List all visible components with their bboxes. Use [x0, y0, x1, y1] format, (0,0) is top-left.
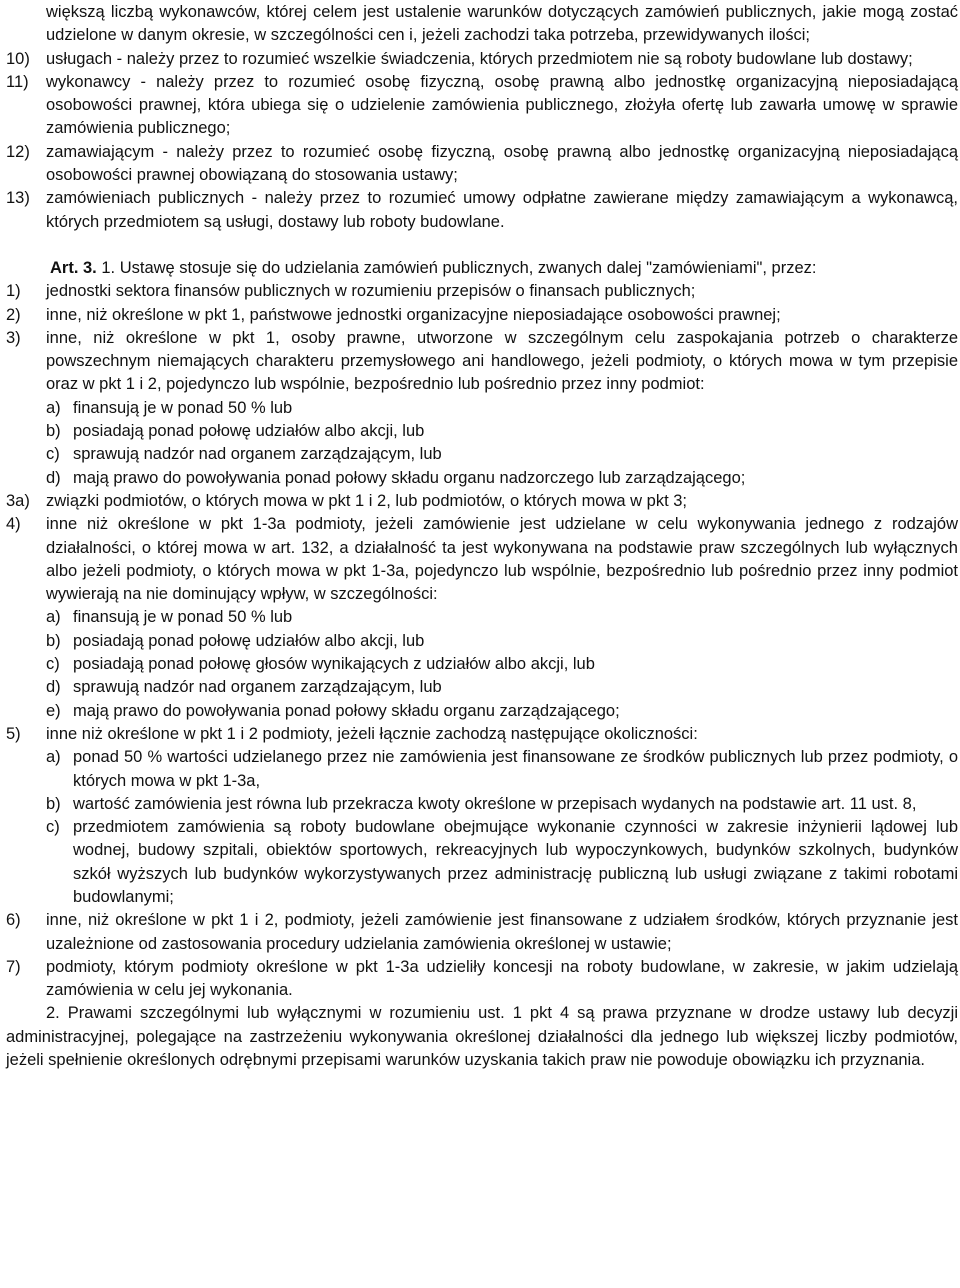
item-number: 4)	[6, 515, 21, 534]
sub-text: mają prawo do powoływania ponad połowy składu organu zarządzającego;	[73, 701, 620, 720]
art3-item-7	[6, 956, 958, 1003]
sub-letter: c)	[46, 445, 60, 464]
def-number: 13)	[6, 189, 30, 208]
sub-text: wartość zamówienia jest równa lub przekracza kwoty określone w przepisach wydanych na podstawie art. 11 ust. 8,	[73, 794, 917, 813]
def-text: zamawiającym - należy przez to rozumieć osobę fizyczną, osobę prawną albo jednostkę organizacyjną nieposiadającą osobowości prawnej obowiązaną do stosowania ustawy;	[46, 142, 958, 185]
art3-item-2	[6, 304, 958, 327]
def-number: 11)	[6, 72, 29, 91]
item-text: podmioty, którym podmioty określone w pkt 1-3a udzieliły koncesji na roboty budowlane, w zakresie, w jakim udzielają zamówienia w celu jej wykonania.	[46, 957, 958, 1000]
art3-item-3a	[6, 490, 958, 513]
item-text: związki podmiotów, o których mowa w pkt 1 i 2, lub podmiotów, o których mowa w pkt 3;	[46, 491, 688, 510]
item-text: inne, niż określone w pkt 1, państwowe jednostki organizacyjne nieposiadające osobowości prawnej;	[46, 305, 781, 324]
sub-text: finansują je w ponad 50 % lub	[73, 608, 293, 627]
def-text: wykonawcy - należy przez to rozumieć osobę fizyczną, osobę prawną albo jednostkę organizacyjną nieposiadającą osobowości prawnej, która ubiega się o udzielenie zamówienia publicznego, złożyła ofertę lub zawarła umowę w sprawie zamówienia publicznego;	[46, 72, 958, 138]
def-text: usługach - należy przez to rozumieć wszelkie świadczenia, których przedmiotem nie są roboty budowlane lub dostawy;	[46, 49, 913, 68]
art3-item-3	[6, 327, 958, 397]
art3-item-5	[6, 723, 958, 746]
art3-item-3-sub-c	[6, 443, 958, 466]
art3-item-4-sub-e	[6, 700, 958, 723]
item-text: jednostki sektora finansów publicznych w rozumieniu przepisów o finansach publicznych;	[46, 282, 696, 301]
art3-item-4-sub-a	[6, 606, 958, 629]
item-text: inne niż określone w pkt 1-3a podmioty, jeżeli zamówienie jest udzielane w celu wykonywania jednego z rodzajów działalności, o której mowa w art. 132, a działalność ta jest wykonywana na podstawie praw szczególnych lub wyłącznych albo jeżeli podmioty, o których mowa w pkt 1-3a, pojedynczo lub wspólnie, bezpośrednio lub pośrednio przez inny podmiot wywierają na nie dominujący wpływ, w szczególności:	[46, 515, 958, 604]
sub-letter: e)	[46, 701, 61, 720]
document-body	[6, 1, 958, 1072]
sub-text: przedmiotem zamówienia są roboty budowlane obejmujące wykonanie czynności w zakresie inżynierii lądowej lub wodnej, budowy szpitali, obiektów sportowych, rekreacyjnych lub wypoczynkowych, budynków szkolnych, budynków szkół wyższych lub budynków wykorzystywanych przez administrację publiczną lub usługi związane z takimi robotami budowlanymi;	[73, 818, 958, 906]
item-number: 7)	[6, 957, 21, 976]
item-number: 5)	[6, 724, 21, 743]
article-intro-text: 1. Ustawę stosuje się do udzielania zamówień publicznych, zwanych dalej "zamówieniami", przez:	[96, 258, 817, 277]
paragraph-text: 2. Prawami szczególnymi lub wyłącznymi w rozumieniu ust. 1 pkt 4 są prawa przyznane w drodze ustawy lub decyzji administracyjnej, polegające na zastrzeżeniu wykonywania określonej działalności dla jednego lub większej liczby podmiotów, jeżeli spełnienie określonych odrębnymi przepisami warunków uzyskania takich praw nie powoduje obowiązku ich przyznania.	[6, 1004, 958, 1070]
def-item-10	[6, 48, 958, 71]
art3-paragraph-2	[6, 1002, 958, 1072]
art3-item-3-sub-d	[6, 467, 958, 490]
art3-item-1	[6, 280, 958, 303]
sub-text: posiadają ponad połowę głosów wynikających z udziałów albo akcji, lub	[73, 655, 595, 674]
article-label: Art. 3.	[50, 258, 97, 277]
art3-item-4-sub-b	[6, 630, 958, 653]
sub-letter: b)	[46, 631, 61, 650]
sub-letter: c)	[46, 655, 60, 674]
def-number: 10)	[6, 49, 30, 68]
item-number: 6)	[6, 911, 21, 930]
sub-text: mają prawo do powoływania ponad połowy składu organu nadzorczego lub zarządzającego;	[73, 468, 746, 487]
sub-letter: d)	[46, 678, 61, 697]
item-number: 3)	[6, 328, 21, 347]
sub-letter: d)	[46, 468, 61, 487]
sub-letter: a)	[46, 608, 61, 627]
sub-text: finansują je w ponad 50 % lub	[73, 398, 293, 417]
sub-text: sprawują nadzór nad organem zarządzającym, lub	[73, 678, 442, 697]
art3-item-6	[6, 909, 958, 956]
sub-letter: a)	[46, 748, 61, 767]
def-continuation-text: większą liczbą wykonawców, której celem jest ustalenie warunków dotyczących zamówień publicznych, jakie mogą zostać udzielone w danym okresie, w szczególności cen i, jeżeli zachodzi taka potrzeba, przewidywanych ilości;	[46, 3, 958, 45]
sub-text: posiadają ponad połowę udziałów albo akcji, lub	[73, 422, 425, 441]
art3-item-5-sub-c	[6, 816, 958, 909]
def-item-12	[6, 141, 958, 188]
def-text: zamówieniach publicznych - należy przez to rozumieć umowy odpłatne zawierane między zamawiającym a wykonawcą, których przedmiotem są usługi, dostawy lub roboty budowlane.	[46, 189, 958, 231]
item-text: inne, niż określone w pkt 1, osoby prawne, utworzone w szczególnym celu zaspokajania potrzeb o charakterze powszechnym niemających charakteru przemysłowego ani handlowego, jeżeli podmioty, o których mowa w tym przepisie oraz w pkt 1 i 2, pojedynczo lub wspólnie, bezpośrednio lub pośrednio przez inny podmiot:	[46, 328, 958, 394]
sub-letter: b)	[46, 794, 61, 813]
item-number: 2)	[6, 305, 21, 324]
def-number: 12)	[6, 142, 30, 161]
item-text: inne, niż określone w pkt 1 i 2, podmioty, jeżeli zamówienie jest finansowane z udziałem środków, których przyznanie jest uzależnione od zastosowania procedury udzielania zamówienia określonej w ustawie;	[46, 911, 958, 953]
sub-letter: c)	[46, 818, 60, 837]
def-continuation	[6, 1, 958, 48]
sub-text: posiadają ponad połowę udziałów albo akcji, lub	[73, 631, 425, 650]
art3-item-3-sub-a	[6, 397, 958, 420]
item-text: inne niż określone w pkt 1 i 2 podmioty, jeżeli łącznie zachodzą następujące okoliczności:	[46, 724, 698, 743]
sub-letter: a)	[46, 398, 61, 417]
sub-letter: b)	[46, 422, 61, 441]
def-item-13	[6, 187, 958, 234]
sub-text: ponad 50 % wartości udzielanego przez nie zamówienia jest finansowane ze środków publicznych lub przez podmioty, o których mowa w pkt 1-3a,	[73, 748, 958, 790]
art3-item-4-sub-c	[6, 653, 958, 676]
item-number: 1)	[6, 282, 21, 301]
sub-text: sprawują nadzór nad organem zarządzającym, lub	[73, 445, 442, 464]
art3-item-4-sub-d	[6, 676, 958, 699]
art3-item-5-sub-a	[6, 746, 958, 793]
art3-item-4	[6, 513, 958, 606]
item-number: 3a)	[6, 491, 30, 510]
art3-item-3-sub-b	[6, 420, 958, 443]
article-3-intro	[6, 257, 958, 280]
art3-item-5-sub-b	[6, 793, 958, 816]
def-item-11	[6, 71, 958, 141]
